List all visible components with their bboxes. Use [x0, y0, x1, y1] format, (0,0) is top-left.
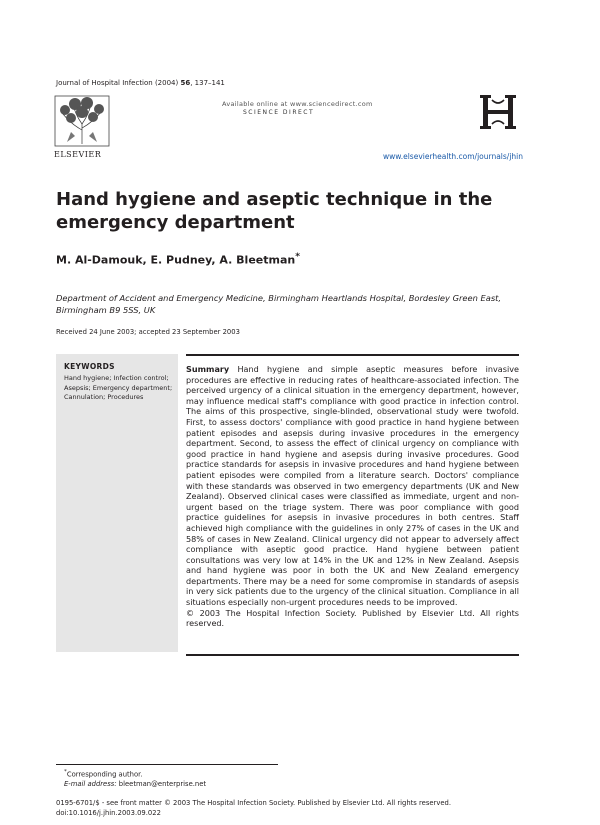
- footnote-rule: [56, 764, 278, 765]
- email-label: E-mail address:: [64, 780, 117, 789]
- journal-volume: 56: [180, 79, 191, 87]
- corresponding-label: Corresponding author.: [66, 770, 143, 779]
- journal-url-link[interactable]: www.elsevierhealth.com/journals/jhin: [383, 152, 523, 161]
- author-affiliation: Department of Accident and Emergency Medicine, Birmingham Heartlands Hospital, Bordesley Green East, Birmingham B9 5SS, UK: [56, 293, 502, 315]
- publisher-name: ELSEVIER: [54, 150, 102, 159]
- sciencedirect-wordmark: SCIENCE DIRECT: [243, 109, 315, 116]
- sciencedirect-logo: [243, 109, 314, 116]
- corresponding-footnote: [64, 767, 206, 789]
- summary-heading: Summary: [186, 364, 230, 374]
- front-matter-line: 0195-6701/$ - see front matter © 2003 The Hospital Infection Society. Published by Elsevier Ltd. All rights reserved.: [56, 799, 452, 807]
- keywords-heading: KEYWORDS: [64, 362, 115, 371]
- article-title: Hand hygiene and aseptic technique in the emergency department: [56, 189, 493, 233]
- article-authors: M. Al-Damouk, E. Pudney, A. Bleetman*: [56, 251, 301, 267]
- journal-citation: Journal of Hospital Infection (2004) 56, 137–141: [56, 79, 225, 87]
- available-online: Available online at www.sciencedirect.com: [222, 100, 373, 108]
- keywords-list: Hand hygiene; Infection control; Asepsis; Emergency department; Cannulation; Procedures: [64, 374, 173, 401]
- summary-top-rule: [186, 354, 519, 356]
- summary-body: Hand hygiene and simple aseptic measures before invasive procedures are effective in reducing rates of healthcare-associated infection. The perceived urgency of a clinical situation in the emergency department, however, may influence medical staff's compliance with good practice in infection control. The aims of this prospective, single-blinded, observational study were twofold. First, to assess doctors' compliance with good practice in hand hygiene between patient episodes and asepsis during invasive procedures in the emergency department. Second, to assess the effect of clinical urgency on compliance with good practice in hand hygiene and asepsis during invasive procedures. Good practice standards for asepsis in invasive procedures and hand hygiene between patient episodes were compiled from a literature search. Doctors' compliance with these standards was observed in two emergency departments (UK and New Zealand). Observed clinical cases were classified as immediate, urgent and non-urgent based on the triage system. There was poor compliance with good practice guidelines for asepsis in invasive procedures in both centres. Staff achieved high compliance with the guidelines in only 27% of cases in the UK and 58% of cases in New Zealand. Clinical urgency did not appear to adversely affect compliance with aseptic good practice. Hand hygiene between patient consultations was very low at 14% in the UK and 12% in New Zealand. Asepsis and hand hygiene was poor in both the UK and New Zealand emergency departments. There may be a need for some compromise in standards of asepsis in very sick patients due to the urgency of the clinical situation. Compliance in all situations especially non-urgent procedures needs to be improved.: [186, 364, 519, 608]
- page-footer: [56, 798, 451, 818]
- corresponding-mark: *: [295, 251, 301, 262]
- keywords-box: [56, 354, 178, 652]
- received-dates: Received 24 June 2003; accepted 23 September 2003: [56, 328, 240, 336]
- footnote-mark: *: [64, 769, 67, 775]
- author-email-link[interactable]: bleetman@enterprise.net: [116, 780, 207, 789]
- abstract-summary: [186, 364, 519, 629]
- doi-line: doi:10.1016/j.jhin.2003.09.022: [56, 809, 161, 817]
- summary-copyright: © 2003 The Hospital Infection Society. Published by Elsevier Ltd. All rights reserved.: [186, 607, 519, 629]
- journal-pages: , 137–141: [190, 79, 225, 87]
- summary-bottom-rule: [186, 654, 519, 656]
- journal-logo-icon: [478, 92, 518, 132]
